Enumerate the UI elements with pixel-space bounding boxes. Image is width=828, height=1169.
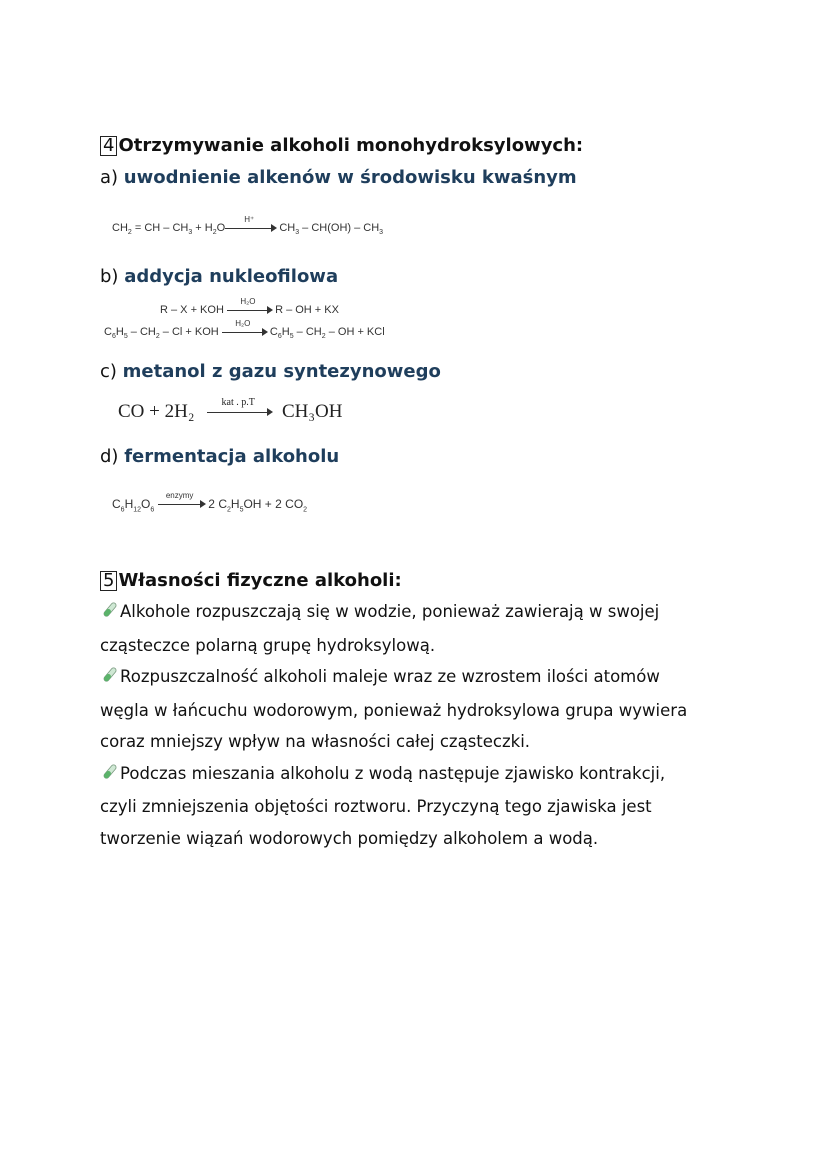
paragraph-3-line-3: tworzenie wiązań wodorowych pomiędzy alkoholem a wodą. [100, 828, 599, 848]
equation-d: $C_6H_{12}O_6$ enzymy 2 $C_2H_5OH + 2$ $CO_2$ [112, 491, 308, 514]
arrow-b2-label: H₂O [235, 318, 251, 328]
section-5-body [100, 596, 687, 854]
section-4-number: 4 [100, 136, 117, 156]
item-c-text: metanol z gazu syntezynowego [122, 361, 441, 382]
item-b [100, 266, 338, 287]
section-4-heading [100, 135, 583, 156]
equation-b2: $C_6H_5 - CH_2$ – Cl + KOH H₂O $C_6H_5 - CH_2$ – OH + KCl [104, 318, 385, 341]
equation-c-left: CO + 2H₂ [118, 401, 195, 422]
arrow-c [207, 397, 269, 413]
paragraph-2-line-1: Rozpuszczalność alkoholi maleje wraz ze wzrostem ilości atomów [120, 667, 660, 686]
item-d-label: d) [100, 446, 119, 467]
item-d-text: fermentacja alkoholu [124, 446, 340, 467]
section-5-heading [100, 570, 402, 591]
paragraph-2 [100, 661, 687, 758]
arrow-b1 [227, 296, 269, 311]
section-5-title: Własności fizyczne alkoholi: [118, 570, 402, 591]
paragraph-1-line-2: cząsteczce polarną grupę hydroksylową. [100, 635, 436, 655]
test-tube-icon [100, 760, 118, 792]
item-a [100, 167, 577, 188]
section-4-title: Otrzymywanie alkoholi monohydroksylowych: [118, 135, 584, 156]
arrow-c-label: kat . p.T [221, 397, 255, 409]
paragraph-3-line-2: czyli zmniejszenia objętości roztworu. Przyczyną tego zjawiska jest [100, 797, 652, 816]
item-b-label: b) [100, 266, 119, 287]
equation-c [118, 397, 343, 423]
section-5-number: 5 [100, 571, 117, 591]
paragraph-1-line-1: Alkohole rozpuszczają się w wodzie, ponieważ zawierają w swojej [120, 602, 660, 621]
item-c-label: c) [100, 361, 117, 382]
paragraph-2-line-3: coraz mniejszy wpływ na własności całej cząsteczki. [100, 732, 531, 751]
item-b-text: addycja nukleofilowa [124, 266, 339, 287]
paragraph-3-line-1: Podczas mieszania alkoholu z wodą następuje zjawisko kontrakcji, [120, 763, 666, 783]
arrow-d [158, 491, 202, 505]
equation-c-right: CH₃OH [281, 401, 343, 422]
arrow-b2 [222, 318, 264, 333]
paragraph-2-line-2: węgla w łańcuchu wodorowym, ponieważ hydroksylowa grupa wywiera [100, 700, 688, 720]
paragraph-1 [100, 596, 687, 661]
test-tube-icon [100, 598, 118, 630]
item-c [100, 361, 441, 382]
arrow-a [225, 214, 273, 229]
item-d [100, 446, 339, 467]
arrow-d-label: enzymy [165, 491, 194, 501]
arrow-b1-label: H₂O [240, 296, 256, 306]
paragraph-3 [100, 758, 687, 855]
equation-b1: R – X + KOH H₂O R – OH + KX [160, 296, 339, 316]
item-a-text: uwodnienie alkenów w środowisku kwaśnym [123, 167, 577, 188]
arrow-a-label: H⁺ [244, 214, 255, 224]
test-tube-icon [100, 663, 118, 695]
equation-a: $CH_2$ = CH – $CH_3 + H_2O$ H⁺ $CH_3 - CH(OH) - CH_3$ [112, 214, 384, 237]
item-a-label: a) [100, 167, 119, 188]
